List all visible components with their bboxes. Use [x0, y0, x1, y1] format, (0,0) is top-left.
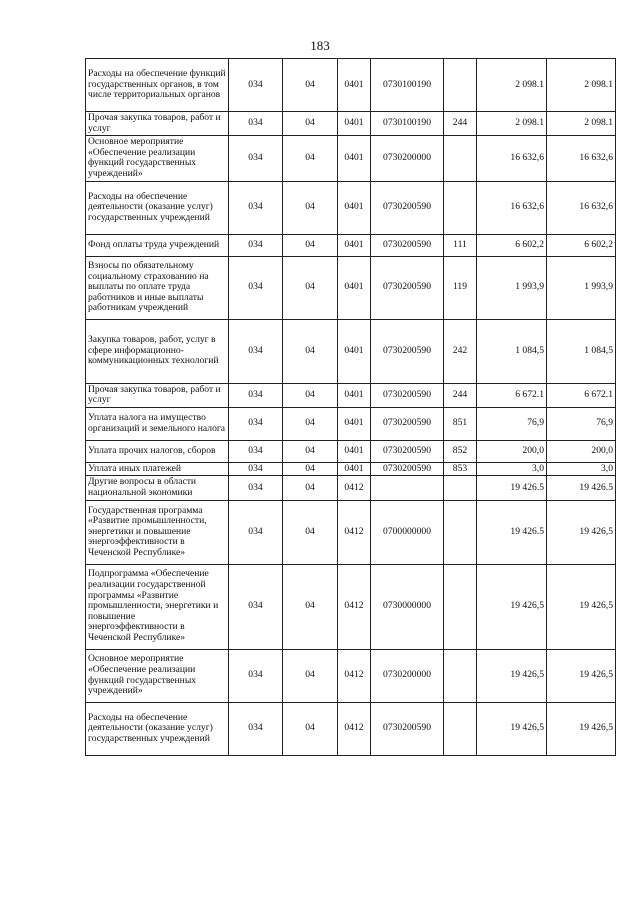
expense-type-code-cell — [444, 649, 477, 702]
section-code-cell: 04 — [283, 383, 338, 407]
amount-cell: 200,0 — [477, 440, 547, 462]
table-row — [86, 112, 616, 136]
department-code-cell: 034 — [229, 59, 283, 112]
target-article-code-cell: 0730200590 — [371, 440, 444, 462]
expense-name-cell: Расходы на обеспечение функций государственных органов, в том числе территориальных органов — [86, 59, 229, 112]
target-article-code-cell: 0730200590 — [371, 383, 444, 407]
section-code-cell: 04 — [283, 407, 338, 440]
amount-cell-2: 6 672.1 — [547, 383, 616, 407]
table-row — [86, 407, 616, 440]
department-code-cell: 034 — [229, 256, 283, 319]
section-code-cell: 04 — [283, 476, 338, 500]
section-code-cell: 04 — [283, 702, 338, 755]
target-article-code-cell: 0730200590 — [371, 319, 444, 383]
target-article-code-cell: 0730200590 — [371, 181, 444, 234]
subsection-code-cell: 0412 — [338, 476, 371, 500]
subsection-code-cell: 0401 — [338, 59, 371, 112]
subsection-code-cell: 0401 — [338, 407, 371, 440]
target-article-code-cell: 0730200590 — [371, 256, 444, 319]
expense-name-cell: Уплата налога на имущество организаций и земельного налога — [86, 407, 229, 440]
amount-cell-2: 16 632,6 — [547, 136, 616, 181]
department-code-cell: 034 — [229, 234, 283, 256]
expense-type-code-cell: 852 — [444, 440, 477, 462]
amount-cell-2: 2 098.1 — [547, 59, 616, 112]
page-number: 183 — [310, 38, 330, 53]
section-code-cell: 04 — [283, 319, 338, 383]
table-row — [86, 649, 616, 702]
amount-cell: 3,0 — [477, 462, 547, 476]
section-code-cell: 04 — [283, 136, 338, 181]
amount-cell: 1 993,9 — [477, 256, 547, 319]
section-code-cell: 04 — [283, 112, 338, 136]
table-row — [86, 59, 616, 112]
subsection-code-cell: 0401 — [338, 319, 371, 383]
subsection-code-cell: 0401 — [338, 136, 371, 181]
department-code-cell: 034 — [229, 649, 283, 702]
amount-cell: 19 426,5 — [477, 702, 547, 755]
table-row — [86, 440, 616, 462]
amount-cell-2: 16 632,6 — [547, 181, 616, 234]
expense-name-cell: Государственная программа «Развитие промышленности, энергетики и повышение энергоэффективности в Чеченской Республике» — [86, 500, 229, 564]
amount-cell-2: 76,9 — [547, 407, 616, 440]
expense-type-code-cell — [444, 181, 477, 234]
department-code-cell: 034 — [229, 462, 283, 476]
target-article-code-cell: 0730200590 — [371, 234, 444, 256]
amount-cell-2: 1 084,5 — [547, 319, 616, 383]
subsection-code-cell: 0401 — [338, 234, 371, 256]
section-code-cell: 04 — [283, 181, 338, 234]
amount-cell: 2 098.1 — [477, 112, 547, 136]
expense-type-code-cell: 111 — [444, 234, 477, 256]
amount-cell: 19 426.5 — [477, 500, 547, 564]
section-code-cell: 04 — [283, 500, 338, 564]
expense-type-code-cell: 853 — [444, 462, 477, 476]
amount-cell-2: 6 602,2 — [547, 234, 616, 256]
table-row — [86, 476, 616, 500]
expense-name-cell: Другие вопросы в области национальной экономики — [86, 476, 229, 500]
expense-name-cell: Прочая закупка товаров, работ и услуг — [86, 383, 229, 407]
section-code-cell: 04 — [283, 649, 338, 702]
table-row — [86, 462, 616, 476]
table-row — [86, 234, 616, 256]
expense-type-code-cell: 244 — [444, 112, 477, 136]
expense-name-cell: Закупка товаров, работ, услуг в сфере информационно-коммуникационных технологий — [86, 319, 229, 383]
target-article-code-cell: 0730200000 — [371, 136, 444, 181]
table-row — [86, 383, 616, 407]
expense-name-cell: Уплата прочих налогов, сборов — [86, 440, 229, 462]
target-article-code-cell: 0730100190 — [371, 112, 444, 136]
table-row — [86, 256, 616, 319]
amount-cell: 1 084,5 — [477, 319, 547, 383]
target-article-code-cell: 0730200590 — [371, 462, 444, 476]
amount-cell: 6 602,2 — [477, 234, 547, 256]
subsection-code-cell: 0412 — [338, 500, 371, 564]
subsection-code-cell: 0412 — [338, 649, 371, 702]
target-article-code-cell: 0730200000 — [371, 649, 444, 702]
expense-type-code-cell: 119 — [444, 256, 477, 319]
subsection-code-cell: 0401 — [338, 383, 371, 407]
amount-cell-2: 2 098.1 — [547, 112, 616, 136]
section-code-cell: 04 — [283, 234, 338, 256]
expense-type-code-cell — [444, 702, 477, 755]
expense-type-code-cell — [444, 136, 477, 181]
table-row — [86, 564, 616, 649]
table-row — [86, 181, 616, 234]
department-code-cell: 034 — [229, 500, 283, 564]
department-code-cell: 034 — [229, 136, 283, 181]
department-code-cell: 034 — [229, 383, 283, 407]
section-code-cell: 04 — [283, 256, 338, 319]
expense-name-cell: Расходы на обеспечение деятельности (оказание услуг) государственных учреждений — [86, 702, 229, 755]
section-code-cell: 04 — [283, 462, 338, 476]
amount-cell: 16 632,6 — [477, 181, 547, 234]
target-article-code-cell: 0730000000 — [371, 564, 444, 649]
department-code-cell: 034 — [229, 476, 283, 500]
subsection-code-cell: 0401 — [338, 462, 371, 476]
expense-name-cell: Основное мероприятие «Обеспечение реализации функций государственных учреждений» — [86, 649, 229, 702]
expense-name-cell: Подпрограмма «Обеспечение реализации государственной программы «Развитие промышленности, энергетики и повышение энергоэффективности в Чеченской Республике» — [86, 564, 229, 649]
amount-cell: 6 672.1 — [477, 383, 547, 407]
expense-name-cell: Прочая закупка товаров, работ и услуг — [86, 112, 229, 136]
expense-type-code-cell: 242 — [444, 319, 477, 383]
amount-cell-2: 19 426,5 — [547, 564, 616, 649]
amount-cell-2: 1 993,9 — [547, 256, 616, 319]
subsection-code-cell: 0412 — [338, 564, 371, 649]
table-row — [86, 702, 616, 755]
amount-cell: 76,9 — [477, 407, 547, 440]
section-code-cell: 04 — [283, 440, 338, 462]
section-code-cell: 04 — [283, 59, 338, 112]
amount-cell: 16 632,6 — [477, 136, 547, 181]
department-code-cell: 034 — [229, 407, 283, 440]
subsection-code-cell: 0401 — [338, 181, 371, 234]
table-row — [86, 136, 616, 181]
target-article-code-cell: 0730100190 — [371, 59, 444, 112]
amount-cell-2: 19 426,5 — [547, 702, 616, 755]
amount-cell: 2 098.1 — [477, 59, 547, 112]
expense-type-code-cell — [444, 59, 477, 112]
amount-cell-2: 19 426.5 — [547, 476, 616, 500]
department-code-cell: 034 — [229, 440, 283, 462]
section-code-cell: 04 — [283, 564, 338, 649]
amount-cell: 19 426.5 — [477, 476, 547, 500]
expense-type-code-cell — [444, 476, 477, 500]
target-article-code-cell — [371, 476, 444, 500]
expense-name-cell: Взносы по обязательному социальному страхованию на выплаты по оплате труда работников и иные выплаты работникам учреждений — [86, 256, 229, 319]
department-code-cell: 034 — [229, 564, 283, 649]
target-article-code-cell: 0730200590 — [371, 407, 444, 440]
expense-name-cell: Уплата иных платежей — [86, 462, 229, 476]
amount-cell-2: 3,0 — [547, 462, 616, 476]
amount-cell-2: 19 426,5 — [547, 649, 616, 702]
expense-name-cell: Фонд оплаты труда учреждений — [86, 234, 229, 256]
subsection-code-cell: 0401 — [338, 440, 371, 462]
department-code-cell: 034 — [229, 319, 283, 383]
amount-cell: 19 426,5 — [477, 649, 547, 702]
expense-type-code-cell: 851 — [444, 407, 477, 440]
amount-cell: 19 426,5 — [477, 564, 547, 649]
subsection-code-cell: 0401 — [338, 112, 371, 136]
expense-name-cell: Основное мероприятие «Обеспечение реализации функций государственных учреждений» — [86, 136, 229, 181]
department-code-cell: 034 — [229, 702, 283, 755]
expense-type-code-cell: 244 — [444, 383, 477, 407]
target-article-code-cell: 0700000000 — [371, 500, 444, 564]
expense-name-cell: Расходы на обеспечение деятельности (оказание услуг) государственных учреждений — [86, 181, 229, 234]
budget-table-body — [86, 59, 616, 756]
expense-type-code-cell — [444, 500, 477, 564]
amount-cell-2: 19 426,5 — [547, 500, 616, 564]
target-article-code-cell: 0730200590 — [371, 702, 444, 755]
expense-type-code-cell — [444, 564, 477, 649]
department-code-cell: 034 — [229, 181, 283, 234]
table-row — [86, 319, 616, 383]
amount-cell-2: 200,0 — [547, 440, 616, 462]
subsection-code-cell: 0401 — [338, 256, 371, 319]
department-code-cell: 034 — [229, 112, 283, 136]
subsection-code-cell: 0412 — [338, 702, 371, 755]
budget-table — [85, 58, 616, 756]
table-row — [86, 500, 616, 564]
